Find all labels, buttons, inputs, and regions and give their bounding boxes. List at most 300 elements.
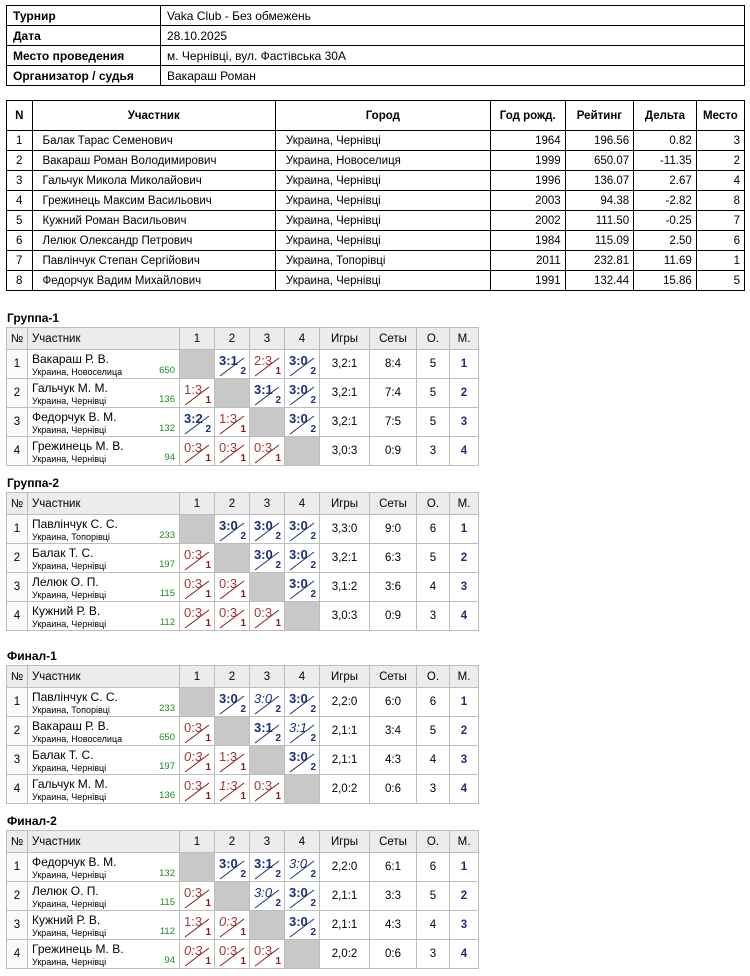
group-header: 3 <box>250 493 285 515</box>
player-name: Павлінчук С. С. <box>32 690 118 704</box>
group-row <box>7 437 479 466</box>
match-result-cell <box>285 515 320 544</box>
participant-cell: Павлінчук Степан Сергійович <box>32 251 275 271</box>
place-cell: 2 <box>450 882 479 911</box>
match-result-cell <box>285 853 320 882</box>
group-header: 1 <box>180 831 215 853</box>
player-rating: 136 <box>159 790 175 801</box>
match-result <box>215 853 249 881</box>
points-cell: 6 <box>417 515 450 544</box>
player-rating: 115 <box>159 588 175 599</box>
group-header: О. <box>417 831 450 853</box>
group-header: 1 <box>180 328 215 350</box>
player-cell <box>28 853 180 882</box>
group-header: 4 <box>285 328 320 350</box>
match-result-cell <box>250 688 285 717</box>
player-name: Гальчук М. М. <box>32 381 108 395</box>
match-result <box>250 717 284 745</box>
match-result <box>285 746 319 774</box>
group-row <box>7 379 479 408</box>
match-score: 3:0 <box>289 749 308 764</box>
match-score: 1:3 <box>219 778 238 793</box>
group-header: 2 <box>215 831 250 853</box>
match-score: 1:3 <box>184 914 203 929</box>
match-score: 0:3 <box>254 778 273 793</box>
match-score: 3:0 <box>254 885 273 900</box>
participant-cell: 132.44 <box>565 271 633 291</box>
match-score: 3:0 <box>289 576 308 591</box>
match-points: 1 <box>205 733 211 744</box>
sets-cell: 7:4 <box>370 379 417 408</box>
sets-cell: 4:3 <box>370 911 417 940</box>
match-score: 3:0 <box>289 691 308 706</box>
match-points: 1 <box>205 589 211 600</box>
match-result <box>285 882 319 910</box>
match-result-cell <box>285 544 320 573</box>
match-points: 2 <box>205 424 211 435</box>
player-city: Украина, Новоселица <box>32 367 123 377</box>
sets-cell: 3:3 <box>370 882 417 911</box>
player-city: Украина, Новоселица <box>32 734 123 744</box>
match-score: 0:3 <box>219 605 238 620</box>
participants-header: Участник <box>32 101 275 131</box>
match-result-cell <box>215 746 250 775</box>
participant-cell: 7 <box>7 251 33 271</box>
match-result <box>285 911 319 939</box>
sets-cell: 0:6 <box>370 775 417 804</box>
info-label: Турнир <box>7 6 161 26</box>
sets-cell: 0:6 <box>370 940 417 969</box>
group-row <box>7 515 479 544</box>
match-result-cell <box>285 350 320 379</box>
match-score: 3:0 <box>289 547 308 562</box>
match-score: 0:3 <box>184 778 203 793</box>
player-rating: 136 <box>159 394 175 405</box>
match-result <box>250 379 284 407</box>
match-score: 3:1 <box>254 720 273 735</box>
group-header-row <box>7 328 479 350</box>
match-result <box>285 688 319 716</box>
group-row <box>7 911 479 940</box>
group-header: 4 <box>285 493 320 515</box>
points-cell: 5 <box>417 408 450 437</box>
participant-cell: 1 <box>7 131 33 151</box>
group-header: 2 <box>215 328 250 350</box>
match-score: 3:0 <box>289 411 308 426</box>
info-row <box>7 26 745 46</box>
player-city: Украина, Чернівці <box>32 561 107 571</box>
match-result <box>215 602 249 630</box>
row-number: 3 <box>7 746 28 775</box>
participant-cell: -11.35 <box>634 151 697 171</box>
participant-cell: 1996 <box>490 171 565 191</box>
participant-cell: 7 <box>696 211 744 231</box>
player-city: Украина, Чернівці <box>32 454 107 464</box>
match-result <box>215 688 249 716</box>
match-points: 2 <box>275 560 281 571</box>
match-points: 1 <box>240 424 246 435</box>
participant-row <box>7 251 745 271</box>
match-score: 3:0 <box>219 691 238 706</box>
player-cell <box>28 573 180 602</box>
group-header-row <box>7 493 479 515</box>
match-points: 1 <box>275 618 281 629</box>
match-result <box>250 853 284 881</box>
player-cell <box>28 911 180 940</box>
match-result-cell <box>180 544 215 573</box>
match-result-cell <box>180 437 215 466</box>
match-points: 2 <box>310 366 316 377</box>
group-title: Финал-2 <box>7 814 57 828</box>
participant-cell: Украина, Чернівці <box>275 171 490 191</box>
row-number: 2 <box>7 882 28 911</box>
match-score: 3:0 <box>289 914 308 929</box>
match-points: 1 <box>205 791 211 802</box>
player-rating: 197 <box>159 761 175 772</box>
place-cell: 1 <box>450 688 479 717</box>
match-result-cell <box>180 746 215 775</box>
participant-cell: 2 <box>7 151 33 171</box>
match-result-cell <box>215 688 250 717</box>
group-row <box>7 746 479 775</box>
group-title: Группа-2 <box>7 476 60 490</box>
match-result <box>215 437 249 465</box>
player-name: Вакараш Р. В. <box>32 352 109 366</box>
player-name: Кужний Р. В. <box>32 604 101 618</box>
participant-cell: 5 <box>7 211 33 231</box>
match-result <box>180 775 214 803</box>
row-number: 4 <box>7 775 28 804</box>
match-result <box>180 573 214 601</box>
match-points: 2 <box>310 589 316 600</box>
match-result-cell <box>215 408 250 437</box>
games-cell: 3,1:2 <box>320 573 370 602</box>
sets-cell: 6:1 <box>370 853 417 882</box>
group-header: № <box>7 328 28 350</box>
participant-cell: Украина, Чернівці <box>275 211 490 231</box>
participant-cell: -2.82 <box>634 191 697 211</box>
match-result-cell <box>215 515 250 544</box>
diagonal-cell <box>215 544 250 573</box>
match-result-cell <box>180 717 215 746</box>
place-cell: 4 <box>450 437 479 466</box>
group-header: О. <box>417 493 450 515</box>
group-row <box>7 775 479 804</box>
match-result-cell <box>215 853 250 882</box>
participant-cell: 650.07 <box>565 151 633 171</box>
participant-cell: 4 <box>696 171 744 191</box>
participants-header: Город <box>275 101 490 131</box>
info-label: Дата <box>7 26 161 46</box>
player-cell <box>28 350 180 379</box>
group-header: Сеты <box>370 831 417 853</box>
match-score: 3:2 <box>184 411 203 426</box>
info-row <box>7 6 745 26</box>
match-result <box>250 544 284 572</box>
match-score: 0:3 <box>184 576 203 591</box>
place-cell: 1 <box>450 853 479 882</box>
player-city: Украина, Чернівці <box>32 792 107 802</box>
player-cell <box>28 717 180 746</box>
player-cell <box>28 688 180 717</box>
match-result <box>215 515 249 543</box>
match-result <box>215 911 249 939</box>
match-result <box>215 940 249 968</box>
participant-row <box>7 191 745 211</box>
match-result <box>285 573 319 601</box>
games-cell: 3,3:0 <box>320 515 370 544</box>
match-result-cell <box>250 940 285 969</box>
group-row <box>7 573 479 602</box>
sets-cell: 0:9 <box>370 602 417 631</box>
participant-row <box>7 131 745 151</box>
match-result-cell <box>285 911 320 940</box>
points-cell: 5 <box>417 379 450 408</box>
points-cell: 5 <box>417 544 450 573</box>
participants-header: Место <box>696 101 744 131</box>
player-rating: 650 <box>159 732 175 743</box>
match-points: 1 <box>275 366 281 377</box>
group-header: М. <box>450 831 479 853</box>
player-rating: 197 <box>159 559 175 570</box>
participant-cell: Федорчук Вадим Михайлович <box>32 271 275 291</box>
participant-cell: 1 <box>696 251 744 271</box>
match-result <box>180 717 214 745</box>
player-city: Украина, Чернівці <box>32 763 107 773</box>
participant-cell: 111.50 <box>565 211 633 231</box>
row-number: 1 <box>7 515 28 544</box>
diagonal-cell <box>180 350 215 379</box>
match-result <box>180 437 214 465</box>
group-row <box>7 602 479 631</box>
info-row <box>7 66 745 86</box>
match-result-cell <box>285 408 320 437</box>
match-result-cell <box>250 379 285 408</box>
match-score: 0:3 <box>184 885 203 900</box>
games-cell: 2,1:1 <box>320 882 370 911</box>
match-result <box>250 882 284 910</box>
match-result <box>180 882 214 910</box>
match-score: 0:3 <box>184 943 203 958</box>
match-result-cell <box>250 350 285 379</box>
participant-cell: Лелюк Олександр Петрович <box>32 231 275 251</box>
match-score: 3:0 <box>219 856 238 871</box>
games-cell: 3,2:1 <box>320 544 370 573</box>
points-cell: 4 <box>417 746 450 775</box>
diagonal-cell <box>250 573 285 602</box>
match-score: 1:3 <box>184 382 203 397</box>
player-cell <box>28 379 180 408</box>
participant-cell: 1984 <box>490 231 565 251</box>
match-points: 1 <box>205 956 211 967</box>
match-result <box>285 408 319 436</box>
group-header: О. <box>417 328 450 350</box>
player-name: Федорчук В. М. <box>32 855 117 869</box>
match-result <box>250 940 284 968</box>
points-cell: 6 <box>417 853 450 882</box>
match-result <box>285 515 319 543</box>
match-points: 2 <box>310 733 316 744</box>
match-points: 2 <box>310 560 316 571</box>
match-result <box>215 775 249 803</box>
match-result <box>285 350 319 378</box>
group-header: № <box>7 831 28 853</box>
participant-cell: Вакараш Роман Володимирович <box>32 151 275 171</box>
match-result-cell <box>215 940 250 969</box>
info-row <box>7 46 745 66</box>
match-score: 0:3 <box>219 943 238 958</box>
group-row <box>7 408 479 437</box>
match-score: 0:3 <box>254 605 273 620</box>
participant-cell: 2 <box>696 151 744 171</box>
place-cell: 1 <box>450 350 479 379</box>
participant-cell: 2.50 <box>634 231 697 251</box>
player-city: Украина, Топорівці <box>32 705 110 715</box>
match-points: 2 <box>275 898 281 909</box>
participant-cell: 3 <box>696 131 744 151</box>
match-score: 3:1 <box>289 720 308 735</box>
participant-cell: 1999 <box>490 151 565 171</box>
info-value: Вакараш Роман <box>161 66 745 86</box>
sets-cell: 8:4 <box>370 350 417 379</box>
match-score: 0:3 <box>254 440 273 455</box>
diagonal-cell <box>285 437 320 466</box>
games-cell: 3,2:1 <box>320 408 370 437</box>
participant-cell: Балак Тарас Семенович <box>32 131 275 151</box>
points-cell: 3 <box>417 602 450 631</box>
participant-cell: 2003 <box>490 191 565 211</box>
player-city: Украина, Топорівці <box>32 532 110 542</box>
group-header: Участник <box>28 493 180 515</box>
row-number: 1 <box>7 853 28 882</box>
diagonal-cell <box>215 379 250 408</box>
match-points: 2 <box>310 424 316 435</box>
match-result-cell <box>215 602 250 631</box>
match-score: 0:3 <box>254 943 273 958</box>
group-header: № <box>7 493 28 515</box>
match-result <box>180 379 214 407</box>
match-result-cell <box>180 775 215 804</box>
diagonal-cell <box>250 911 285 940</box>
match-result-cell <box>250 882 285 911</box>
diagonal-cell <box>180 688 215 717</box>
match-result <box>250 437 284 465</box>
group-header-row <box>7 666 479 688</box>
match-points: 2 <box>275 531 281 542</box>
match-result-cell <box>250 602 285 631</box>
match-points: 1 <box>240 762 246 773</box>
match-result-cell <box>180 940 215 969</box>
participant-cell: Гальчук Микола Миколайович <box>32 171 275 191</box>
match-points: 1 <box>240 618 246 629</box>
player-cell <box>28 544 180 573</box>
player-name: Павлінчук С. С. <box>32 517 118 531</box>
group-header: Участник <box>28 666 180 688</box>
player-cell <box>28 775 180 804</box>
group-header: № <box>7 666 28 688</box>
group-row <box>7 717 479 746</box>
place-cell: 1 <box>450 515 479 544</box>
match-score: 0:3 <box>184 440 203 455</box>
group-header: Сеты <box>370 328 417 350</box>
player-city: Украина, Чернівці <box>32 619 107 629</box>
row-number: 2 <box>7 544 28 573</box>
participant-cell: 4 <box>7 191 33 211</box>
player-name: Грежинець М. В. <box>32 439 124 453</box>
player-cell <box>28 602 180 631</box>
match-points: 1 <box>240 956 246 967</box>
sets-cell: 7:5 <box>370 408 417 437</box>
place-cell: 3 <box>450 573 479 602</box>
match-result-cell <box>215 911 250 940</box>
participant-cell: 6 <box>7 231 33 251</box>
group-header: 3 <box>250 831 285 853</box>
participant-cell: 0.82 <box>634 131 697 151</box>
sets-cell: 4:3 <box>370 746 417 775</box>
match-result-cell <box>180 573 215 602</box>
group-header: Игры <box>320 493 370 515</box>
player-rating: 94 <box>164 955 175 966</box>
match-score: 3:0 <box>289 353 308 368</box>
participant-cell: 196.56 <box>565 131 633 151</box>
info-value: м. Чернівці, вул. Фастівська 30А <box>161 46 745 66</box>
match-score: 3:0 <box>254 518 273 533</box>
match-result-cell <box>215 775 250 804</box>
match-points: 2 <box>275 733 281 744</box>
participant-cell: -0.25 <box>634 211 697 231</box>
match-score: 3:0 <box>219 518 238 533</box>
player-name: Балак Т. С. <box>32 748 94 762</box>
match-score: 0:3 <box>219 914 238 929</box>
match-result-cell <box>285 688 320 717</box>
player-city: Украина, Чернівці <box>32 425 107 435</box>
games-cell: 3,0:3 <box>320 602 370 631</box>
match-result <box>250 775 284 803</box>
player-cell <box>28 408 180 437</box>
player-rating: 650 <box>159 365 175 376</box>
group-header: Сеты <box>370 666 417 688</box>
participant-cell: Украина, Топорівці <box>275 251 490 271</box>
diagonal-cell <box>215 717 250 746</box>
participant-cell: Грежинець Максим Васильович <box>32 191 275 211</box>
participant-cell: 2002 <box>490 211 565 231</box>
match-score: 3:1 <box>219 353 238 368</box>
match-result <box>250 688 284 716</box>
group-row <box>7 544 479 573</box>
participant-cell: 8 <box>7 271 33 291</box>
group-header: 4 <box>285 831 320 853</box>
place-cell: 4 <box>450 602 479 631</box>
match-score: 0:3 <box>219 440 238 455</box>
participant-cell: 94.38 <box>565 191 633 211</box>
participant-cell: Украина, Чернівці <box>275 191 490 211</box>
diagonal-cell <box>180 853 215 882</box>
match-result-cell <box>285 717 320 746</box>
place-cell: 2 <box>450 717 479 746</box>
player-city: Украина, Чернівці <box>32 928 107 938</box>
match-result <box>180 544 214 572</box>
match-result <box>250 515 284 543</box>
match-result <box>250 602 284 630</box>
player-rating: 115 <box>159 897 175 908</box>
match-points: 1 <box>240 589 246 600</box>
player-rating: 112 <box>159 926 175 937</box>
group-header: М. <box>450 666 479 688</box>
match-points: 1 <box>275 453 281 464</box>
match-score: 2:3 <box>254 353 273 368</box>
match-result-cell <box>285 573 320 602</box>
group-table <box>6 665 479 804</box>
